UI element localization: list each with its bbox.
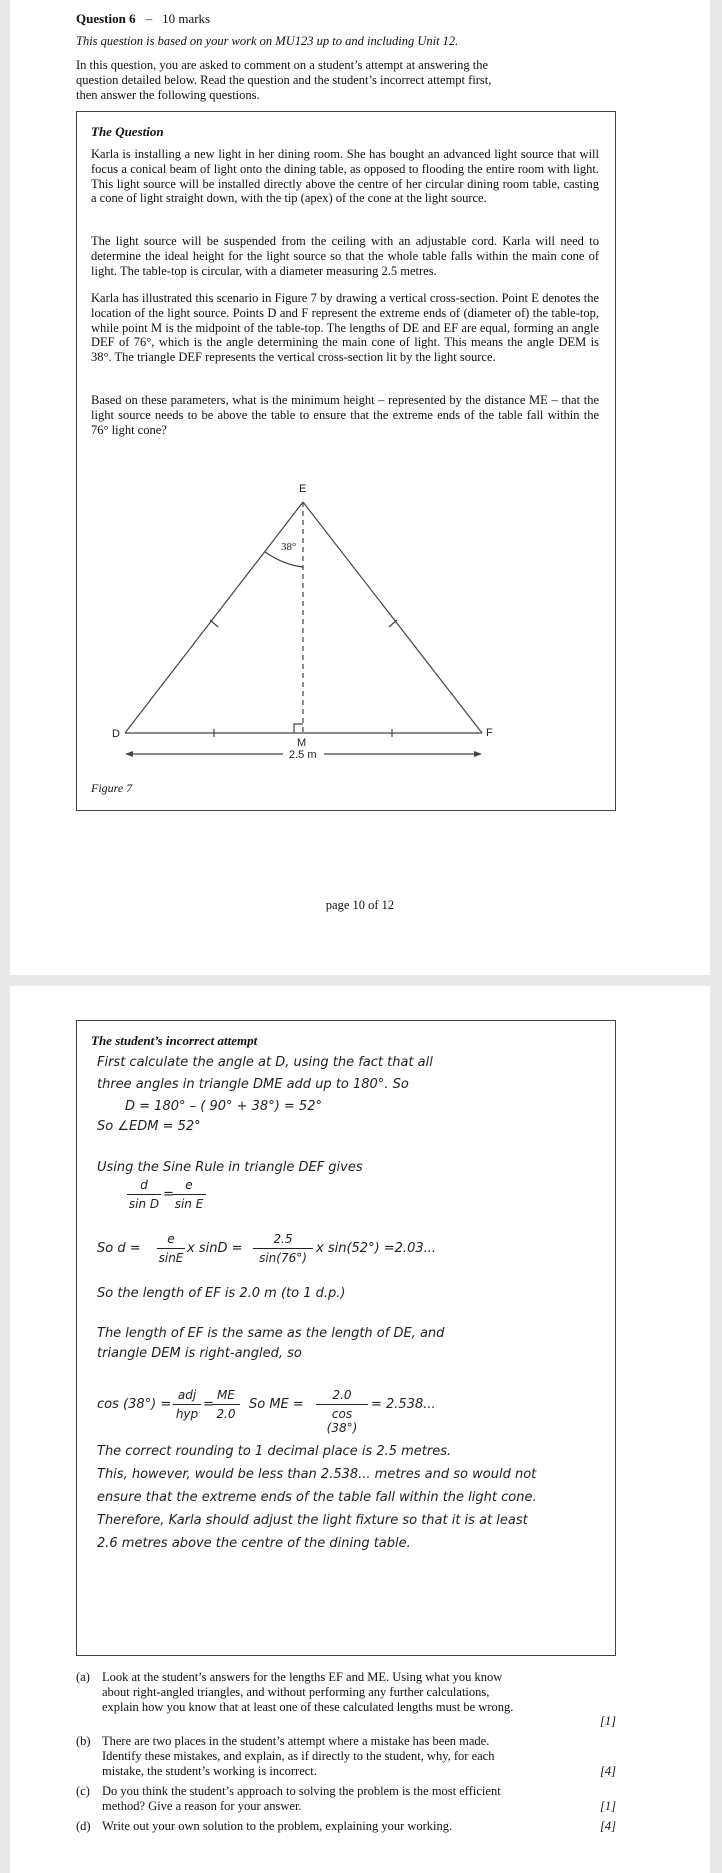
tick-DE (210, 620, 218, 627)
dimension-arrow-right (474, 751, 482, 757)
attempt-line-13: Therefore, Karla should adjust the light fixture so that it is at least (97, 1513, 528, 1528)
fraction-ME-over-2.0 (212, 1388, 240, 1421)
attempt-line-5: Using the Sine Rule in triangle DEF gives (97, 1160, 363, 1175)
attempt-line-11: This, however, would be less than 2.538... metres and so would not (97, 1467, 537, 1482)
fraction-numerator: adj (173, 1388, 201, 1405)
angle-38-label: 38° (281, 541, 297, 553)
fraction-denominator: sinE (158, 1251, 184, 1265)
ME-result: = 2.538... (371, 1397, 436, 1412)
angle-arc (265, 552, 303, 567)
width-label: 2.5 m (289, 749, 317, 761)
part-label: (a) (76, 1670, 90, 1684)
side-EF (303, 502, 482, 733)
part-label: (c) (76, 1784, 90, 1798)
attempt-line-9: triangle DEM is right-angled, so (97, 1346, 302, 1361)
question-paragraph-4: Based on these parameters, what is the minimum height – represented by the distance ME – that the light source needs to be above the table to ensure that the extreme ends of the table fall within the 76° light cone? (91, 393, 599, 437)
dimension-arrow-left (125, 751, 133, 757)
question-paragraph-2: The light source will be suspended from the ceiling with an adjustable cord. Karla will need to determine the ideal height for the light source so that the whole table falls within the main cone of light. The table-top is circular, with a diameter measuring 2.5 metres. (91, 234, 599, 278)
attempt-line-1: First calculate the angle at D, using the fact that all (97, 1055, 433, 1070)
question-separator: – (145, 11, 153, 26)
fraction-numerator: e (157, 1232, 185, 1249)
question-paragraph-3: Karla has illustrated this scenario in Figure 7 by drawing a vertical cross-section. Point E denotes the location of the light source. Points D and F represent the extreme ends of (diameter of) the table-top, while point M is the midpoint of the table-top. The lengths of DE and EF are equal, forming an angle DEF of 76°, which is the angle determining the main cone of light. This means the angle DEM is 38°. The triangle DEF represents the vertical cross-section lit by the light source. (91, 291, 599, 365)
fraction-denominator: hyp (175, 1407, 199, 1421)
part-text: There are two places in the student’s attempt where a mistake has been made. Identify these mistakes, and explain, as if directly to the student, why, for each mistake, the student’s working is incorrect. (102, 1734, 495, 1778)
fraction-d-over-sinD (127, 1178, 161, 1211)
attempt-line-3: D = 180° – ( 90° + 38°) = 52° (125, 1099, 322, 1114)
question-paragraph-1: Karla is installing a new light in her dining room. She has bought an advanced light source that will focus a conical beam of light onto the dining table, as opposed to flooding the entire room with light. This light source will be installed directly above the centre of her circular dining room table, casting a cone of light straight down, with the tip (apex) of the cone at the light source. (91, 147, 599, 206)
tick-EF (389, 620, 397, 627)
fraction-numerator: d (127, 1178, 161, 1195)
part-marks: [4] (600, 1819, 616, 1833)
attempt-line-12: ensure that the extreme ends of the table fall within the light cone. (97, 1490, 537, 1505)
fraction-numerator: 2.0 (316, 1388, 368, 1405)
figure-7-triangle (77, 457, 615, 767)
fraction-denominator: cos (38°) (326, 1407, 358, 1435)
part-marks: [4] (600, 1764, 616, 1778)
attempt-line-2: three angles in triangle DME add up to 180°. So (97, 1077, 409, 1092)
attempt-box-title: The student’s incorrect attempt (91, 1033, 258, 1048)
attempt-line-4: So ∠EDM = 52° (97, 1119, 201, 1134)
fraction-e-over-sinE-2 (157, 1232, 185, 1265)
equals-sign-2: = (203, 1397, 214, 1412)
part-marks: [1] (600, 1799, 616, 1813)
fraction-2.5-over-sin76 (253, 1232, 313, 1265)
question-header (76, 11, 210, 27)
point-M-label: M (297, 737, 307, 749)
fraction-denominator: sin E (174, 1197, 204, 1211)
attempt-line-10: The correct rounding to 1 decimal place is 2.5 metres. (97, 1444, 452, 1459)
part-text: Look at the student’s answers for the lengths EF and ME. Using what you know about right-angled triangles, and without performing any further calculations, explain how you know that at least one of these calculated lengths must be wrong. (102, 1670, 514, 1714)
part-text: Do you think the student’s approach to solving the problem is the most efficient method? Give a reason for your answer. (102, 1784, 501, 1813)
side-DE (125, 502, 303, 733)
attempt-line-7: So the length of EF is 2.0 m (to 1 d.p.) (97, 1286, 346, 1301)
so-d-equals: So d = (97, 1241, 141, 1256)
fraction-adj-over-hyp (173, 1388, 201, 1421)
fraction-numerator: 2.5 (253, 1232, 313, 1249)
figure-caption: Figure 7 (91, 781, 133, 795)
part-text: Write out your own solution to the problem, explaining your working. (102, 1819, 453, 1833)
attempt-line-14: 2.6 metres above the centre of the dining table. (97, 1536, 411, 1551)
fraction-denominator: 2.0 (216, 1407, 236, 1421)
page-11 (10, 986, 710, 1873)
part-marks: [1] (600, 1714, 616, 1728)
part-label: (b) (76, 1734, 91, 1748)
fraction-2.0-over-cos38 (316, 1388, 368, 1435)
cos38-lhs: cos (38°) = (97, 1397, 172, 1412)
point-D-label: D (112, 728, 120, 740)
fraction-denominator: sin(76°) (259, 1251, 307, 1265)
fraction-denominator: sin D (128, 1197, 160, 1211)
so-ME-equals: So ME = (249, 1397, 304, 1412)
question-box-title: The Question (91, 124, 164, 139)
right-angle-mark (294, 724, 303, 733)
part-label: (d) (76, 1819, 91, 1833)
fraction-numerator: ME (212, 1388, 240, 1405)
point-E-label: E (299, 483, 307, 495)
point-F-label: F (486, 727, 493, 739)
question-box (76, 111, 616, 811)
question-marks: 10 marks (162, 11, 211, 26)
based-on-note: This question is based on your work on MU123 up to and including Unit 12. (76, 34, 459, 48)
times-sin52-result: x sin(52°) =2.03... (316, 1241, 437, 1256)
times-sinD: x sinD = (187, 1241, 243, 1256)
attempt-line-8: The length of EF is the same as the length of DE, and (97, 1326, 445, 1341)
page-10 (10, 0, 710, 975)
equals-sign: = (163, 1187, 174, 1202)
intro-text: In this question, you are asked to comment on a student’s attempt at answering the question detailed below. Read the question and the student’s incorrect attempt first, then answer the following questions. (76, 58, 492, 102)
question-label: Question 6 (76, 11, 136, 26)
fraction-e-over-sinE (172, 1178, 206, 1211)
page-number: page 10 of 12 (325, 898, 395, 912)
fraction-numerator: e (172, 1178, 206, 1195)
student-attempt-box (76, 1020, 616, 1656)
